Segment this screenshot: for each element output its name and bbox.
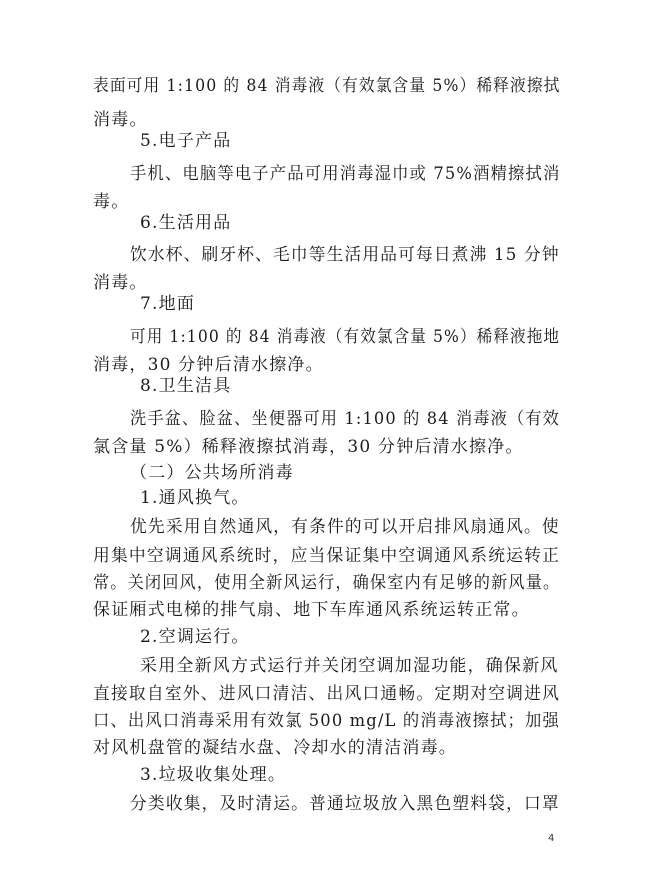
text-line: 优先采用自然通风，有条件的可以开启排风扇通风。使 (130, 517, 560, 537)
section-heading: 1.通风换气。 (140, 488, 250, 508)
page-number: 4 (548, 833, 555, 844)
text-line: 表面可用 1:100 的 84 消毒液（有效氯含量 5%）稀释液擦拭 (93, 76, 561, 96)
section-heading: 5.电子产品 (140, 131, 232, 151)
text-line: 洗手盆、脸盆、坐便器可用 1:100 的 84 消毒液（有效 (130, 409, 561, 429)
text-line: 直接取自室外、进风口清洁、出风口通畅。定期对空调进风 (93, 684, 561, 704)
text-line: 口、出风口消毒采用有效氯 500 mg/L 的消毒液擦拭；加强 (93, 711, 560, 731)
section-heading: 2.空调运行。 (140, 627, 250, 647)
text-line: 手机、电脑等电子产品可用消毒湿巾或 75%酒精擦拭消 (130, 164, 561, 184)
text-line: 采用全新风方式运行并关闭空调加湿功能，确保新风 (140, 656, 559, 676)
text-line: 对风机盘管的凝结水盘、冷却水的清洁消毒。 (93, 738, 457, 758)
text-line: 消毒。 (93, 273, 148, 293)
section-heading: 3.垃圾收集处理。 (140, 765, 287, 785)
text-line: 氯含量 5%）稀释液擦拭消毒，30 分钟后清水擦净。 (93, 437, 524, 457)
text-line: 饮水杯、刷牙杯、毛巾等生活用品可每日煮沸 15 分钟 (130, 245, 560, 265)
section-heading: 6.生活用品 (140, 213, 232, 233)
text-line: 常。关闭回风，使用全新风运行，确保室内有足够的新风量。 (93, 573, 561, 593)
text-line: 毒。 (93, 192, 130, 212)
section-heading: 7.地面 (140, 294, 196, 314)
text-line: 分类收集，及时清运。普通垃圾放入黑色塑料袋，口罩 (130, 794, 560, 814)
section-heading: （二）公共场所消毒 (130, 463, 294, 483)
text-line: 可用 1:100 的 84 消毒液（有效氯含量 5%）稀释液拖地 (130, 327, 561, 347)
section-heading: 8.卫生洁具 (140, 376, 232, 396)
text-line: 消毒。 (93, 110, 148, 130)
text-line: 保证厢式电梯的排气扇、地下车库通风系统运转正常。 (93, 600, 530, 620)
text-line: 用集中空调通风系统时，应当保证集中空调通风系统运转正 (93, 546, 561, 566)
text-line: 消毒，30 分钟后清水擦净。 (93, 355, 324, 375)
